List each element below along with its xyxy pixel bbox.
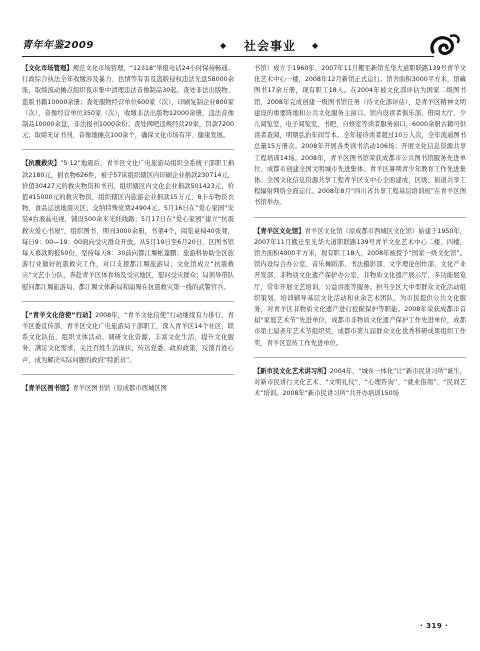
yearbook-title: 青年年鉴2009 [22,40,94,51]
article-title: 【青羊区文化馆】 [254,227,305,235]
article-text: “5·12”地震后，青羊区文化广电旅游局组织全系统干部职工捐款2180元，捐衣物626件，被子57床组织辖区内印刷企业捐款230714元，价值30427元的救灾物资和书刊，组织辖区内文化企业捐款501423元，价值415000元的救灾物资，组织辖区内旅游企业捐款15万元、8卡车物资衣物、食品运送地震灾区；交纳特殊党费24904元。5月16日在“爱心家园”安装4台液晶电视，铺设500余米光纤线路；5月17日在“爱心家园”建立“抗震救灾爱心书屋”，组织图书、期刊3000余册，书架4个，阅览桌椅40张凳，每日9：00—19：00面向受灾群众开放。从5月19日至6月20日，区图书馆每天募款购报50份，坚持每天8：30前向都江堰帐篷鹏；旅游科协助全区旅游行业做好抗震救灾工作，对口支援都江堰旅游局；文化馆成立“抗震救灾”文艺小分队，奔赴青羊区体育场及受灾地区，慰问受灾群众；局领导带队慰问都江堰旅游局、都江堰文体新局和崩殒在抗震救灾第一线的武警官兵。 [22,160,235,291]
article-paragraph [22,310,234,366]
article-text: 青羊区图书馆（原成都市西城区图 [72,384,167,392]
article-divider [22,149,234,150]
article-divider [22,301,234,302]
article-title: 【新市民文化艺术讲习所】 [254,367,330,375]
page-header [22,38,458,54]
article-text: 书馆）成立于1960年，2007年11月搬至新馆光华大道职联路139号青羊文化艺术中心一楼，2008年12月新馆正式运行。馆舍面积3000平方米，馆藏图书17余万册，现有职工18人。在2004年被文化部评估为国家二级图书馆，2008年完成创建一级图书馆任务（待文化部评估），是青羊区精神文明建设的重要阵地和公共文化服务主窗口。馆内设读者俱乐部、借阅大厅、少儿阅览室、电子阅览室、书吧、自修室等读者服务窗口，6000余册古籍可供读者查阅，明朝弘治年间写本。全年接待读者超过10万人次，全年流通图书总量15万册次。2008年开展各类读书活动106场；开展文化信息资源共享工程培训14场。2008年，青羊区图书馆荣获成都市公共图书馆服务先进单位、成都市创建全国文明城市先进集体、青羊区暑期青少年教育工作先进集体。全国文化信息资源共享工程青羊区支中心全面建成，区级、街道共享工程辐射网络全面运行。2008年8月“四川省共享工程基层培训班”在青羊区图书馆举办。 [254,65,466,207]
article-paragraph [254,63,466,209]
article-text: 2004年，“城乡一体化”让“新市民讲习所”诞生，对新市民讲行文化艺术、“文明礼仪”、“心理咨询”、“就业指南”、“民间艺术”培训。2008年“新市民讲习所”共开办培训150场 [254,367,467,398]
article-text: 2008年，“青羊文化信使”行动继续有力推行，青羊区委宣传部、青羊区文化广电旅游局干部职工，深入青羊区14个社区，联系文化队伍、组织文体活动、调研文化资源、丰富文化生活、提升文化服务、满足文化需求，关注百姓生活现状，传达党委、政府政策，反馈百姓心声，成为解决实际问题的政府“特派员”。 [22,311,234,364]
article-text: 规范文化市场管理，“12318”举报电话24小时保持畅通。行政综合执法全年收缴涉及暴力、色情等有害及盗版侵权违法光盘58000余张，取缔流动摊点组织夜市集中清理违法音像制品30起，查处非法出版物、盗版书籍10000余册；查处服物经营单位600家（次），印刷复制企业800家（次），音像经营单位350家（次），收缴非法出版物12000余册，违法音像制品10000余盘，非法报刊1000余份；查处网吧违规经营20家，罚款7200元；取缔无证书刊、音像地摊点100余个，确保文化市场有序、健康发展。 [22,65,234,140]
article-text: 青羊区文化馆（原成都市西城区文化馆）始建于1950年，2007年11月搬迁至光华大道职联路139号青羊文化艺术中心二楼、四楼，馆舍面积4000平方米，现有职工18人，2008年被授予“国家一级文化馆”。馆内设综合办公室、音乐舞蹈部、书法摄影部、文学理论创作部、文化产业开发部、非物质文化遗产保护办公室，非物质文化遗产展示厅，多功能展览厅，常年开展文艺培训、公益讲座等服务。担当全区大中型群众文化活动组织策划，培训辅导基层文化活动和业余艺术团队，为市民提供公共文化服务，对青羊区非物质文化遗产进行挖掘保护等职能。2008年荣获成都市首届“家庭艺术节”先进单位，成都市非物质文化遗产保护工作先进单位，成都市第七届老年艺术节组织奖，成都市第九届群众文化优秀科研成果组织工作奖，青羊区宣传工作先进单位。 [254,227,466,347]
header-divider [22,56,434,57]
section-title: 社会事业 [244,39,297,53]
article-title: 【青羊区图书馆】 [22,384,73,392]
article-divider [254,217,466,218]
diamond-icon: ◆ [220,41,227,50]
article-divider [22,374,234,375]
article-title: 【文化市场管理】 [22,65,73,72]
article-paragraph [22,383,234,394]
article-paragraph [254,226,466,349]
article-paragraph [22,158,234,292]
article-divider [254,357,466,358]
article-title: 【抗震救灾】 [22,160,61,168]
page-number: · 319 · [420,622,449,630]
article-title: 【“青羊文化信使”行动】 [22,311,96,319]
article-paragraph [254,366,466,400]
yearbook-logo-icon [427,32,461,58]
diamond-icon: ◆ [312,41,319,50]
left-column [22,63,234,394]
right-column [254,63,466,399]
article-paragraph [22,63,234,141]
